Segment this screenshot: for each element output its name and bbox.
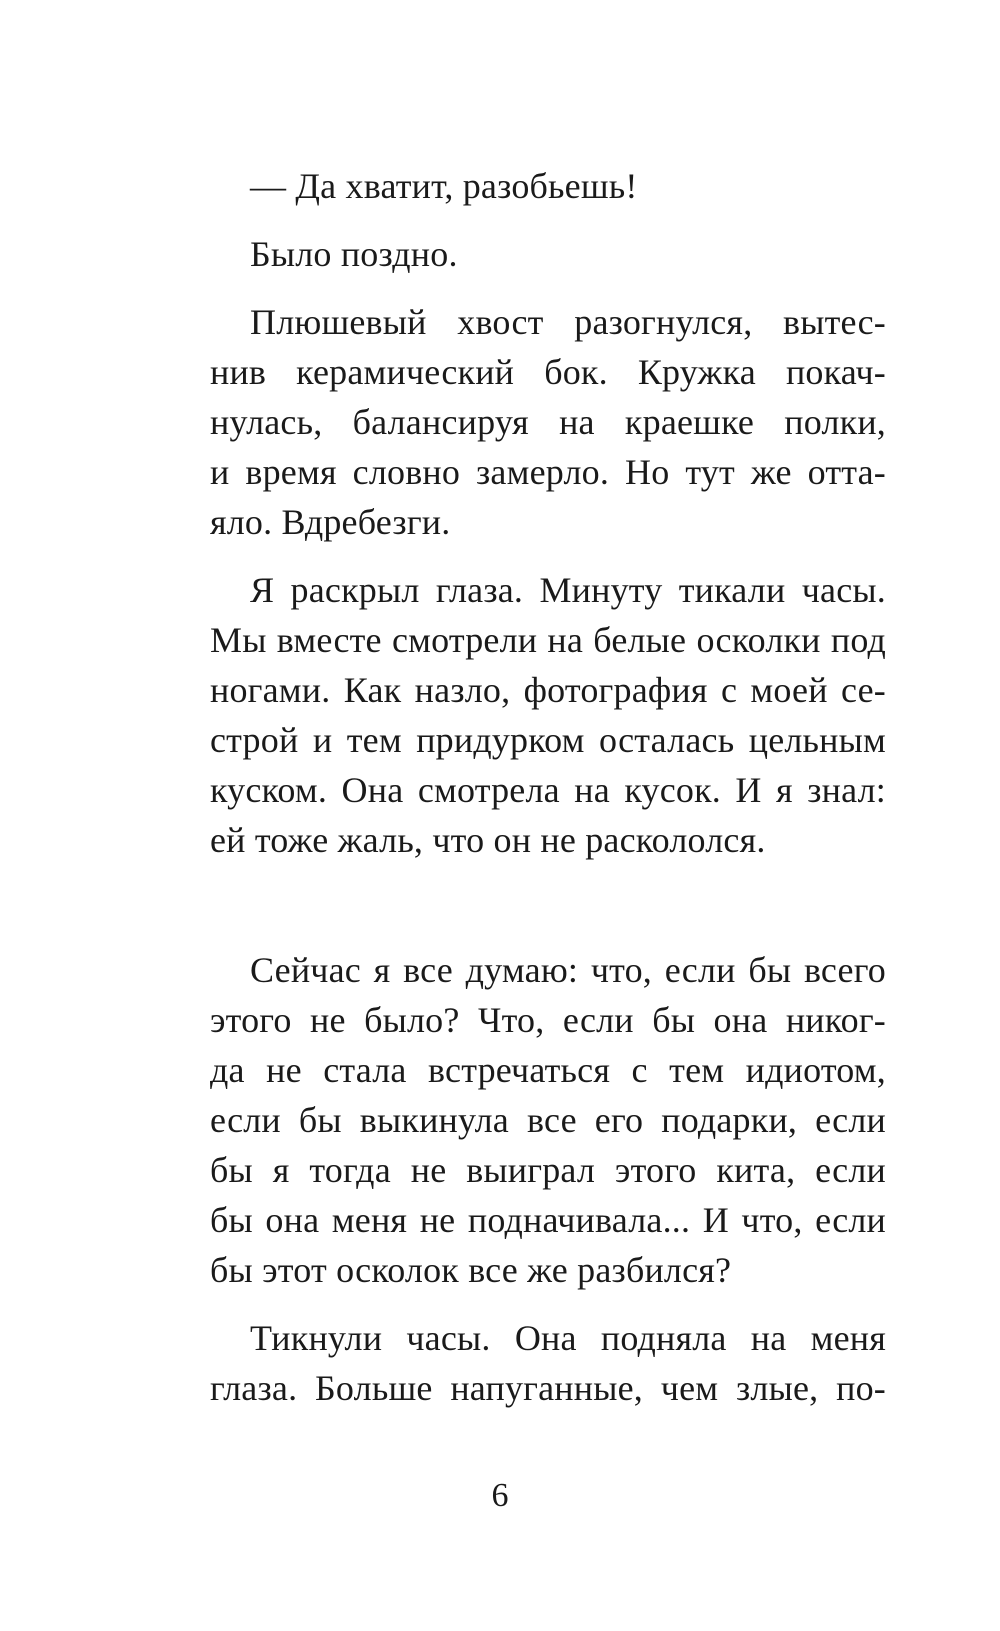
paragraph-line: этого не было? Что, если бы она никог- [210,1000,886,1040]
paragraph-line: да не стала встречаться с тем идиотом, [210,1050,886,1090]
paragraph-line: бы этот осколок все же разбился? [210,1250,732,1290]
paragraph-line: строй и тем придурком осталась цельным [210,720,886,760]
page-number: 6 [491,1477,509,1514]
paragraph-line: Плюшевый хвост разогнулся, вытес- [250,302,886,342]
paragraph-line: Мы вместе смотрели на белые осколки под [210,620,886,660]
paragraph-line: бы она меня не подначивала... И что, если [210,1200,886,1240]
paragraph-line: глаза. Больше напуганные, чем злые, по- [210,1368,886,1408]
paragraph-line: Я раскрыл глаза. Минуту тикали часы. [250,570,886,610]
paragraph-line: Тикнули часы. Она подняла на меня [250,1318,886,1358]
paragraph-line: и время словно замерло. Но тут же отта- [210,452,886,492]
paragraph-line: куском. Она смотрела на кусок. И я знал: [210,770,886,810]
paragraph-line: — Да хватит, разобьешь! [250,166,638,206]
paragraph-line: нив керамический бок. Кружка покач- [210,352,886,392]
paragraph-line: бы я тогда не выиграл этого кита, если [210,1150,886,1190]
paragraph-line: Сейчас я все думаю: что, если бы всего [250,950,886,990]
paragraph-line: яло. Вдребезги. [210,502,451,542]
paragraph-line: ей тоже жаль, что он не раскололся. [210,820,766,860]
paragraph-line: Было поздно. [250,234,458,274]
paragraph-line: нулась, балансируя на краешке полки, [210,402,886,442]
paragraph-line: ногами. Как назло, фотография с моей се- [210,670,886,710]
paragraph-line: если бы выкинула все его подарки, если [210,1100,886,1140]
